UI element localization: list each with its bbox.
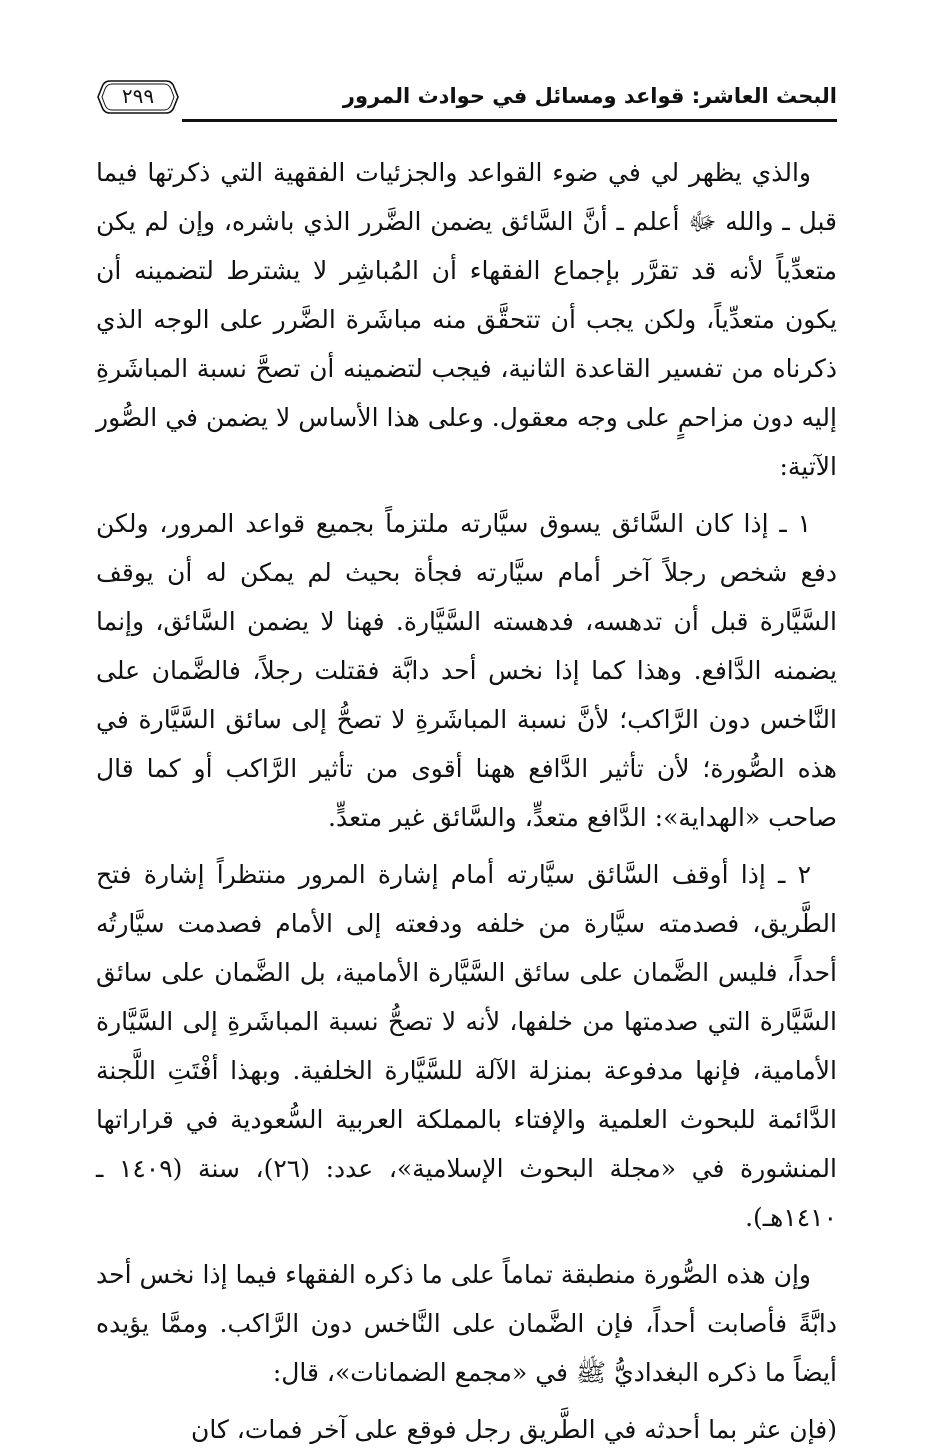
header-rule (182, 119, 837, 122)
paragraph: ٢ ـ إذا أوقف السَّائق سيَّارته أمام إشارة المرور منتظراً إشارة فتح الطَّريق، فصدمته سيَّارة من خلفه ودفعته إلى الأمام فصدمت سيَّارتُه أحداً، فليس الضَّمان على سائق السَّيَّارة الأمامية، بل الضَّمان على سائق السَّيَّارة التي صدمتها من خلفها، لأنه لا تصحُّ نسبة المباشَرةِ إلى السَّيَّارة الأمامية، فإنها مدفوعة بمنزلة الآلة للسَّيَّارة الخلفية. وبهذا أفْتَتِ اللَّجنة الدَّائمة للبحوث العلمية والإفتاء بالمملكة العربية السُّعودية في قراراتها المنشورة في «مجلة البحوث الإسلامية»، عدد: (٢٦)، سنة (١٤٠٩ ـ ١٤١٠هـ). (96, 860, 837, 1232)
paragraph: والذي يظهر لي في ضوء القواعد والجزئيات الفقهية التي ذكرتها فيما قبل ـ والله ﷻ أعلم ـ أنَّ السَّائق يضمن الضَّرر الذي باشره، وإن لم يكن متعدِّياً لأنه قد تقرَّر بإجماع الفقهاء أن المُباشِر لا يشترط لتضمينه أن يكون متعدِّياً، ولكن يجب أن تتحقَّق منه مباشَرة الضَّرر على الوجه الذي ذكرناه من تفسير القاعدة الثانية، فيجب لتضمينه أن تصحَّ نسبة المباشَرةِ إليه دون مزاحمٍ على وجه معقول. وعلى هذا الأساس لا يضمن في الصُّور الآتية: (96, 158, 837, 481)
paragraph: وإن هذه الصُّورة منطبقة تماماً على ما ذكره الفقهاء فيما إذا نخس أحد دابَّةً فأصابت أحداً، فإن الضَّمان على النَّاخس دون الرَّاكب. وممَّا يؤيده أيضاً ما ذكره البغداديُّ ﷺ في «مجمع الضمانات»، قال: (96, 1260, 837, 1387)
page-number-badge (96, 78, 180, 116)
quotation-paragraph: (فإن عثر بما أحدثه في الطَّريق رجل فوقع على آخر فمات، كان (190, 1415, 837, 1444)
paragraph: ١ ـ إذا كان السَّائق يسوق سيَّارته ملتزماً بجميع قواعد المرور، ولكن دفع شخص رجلاً آخر أمام سيَّارته فجأة بحيث لم يمكن له أن يوقف السَّيَّارة قبل أن تدهسه، فدهسته السَّيَّارة. فهنا لا يضمن السَّائق، وإنما يضمنه الدَّافع. وهذا كما إذا نخس أحد دابَّة فقتلت رجلاً، فالضَّمان على النَّاخس دون الرَّاكب؛ لأنَّ نسبة المباشَرةِ لا تصحُّ إلى سائق السَّيَّارة في هذه الصُّورة؛ لأن تأثير الدَّافع ههنا أقوى من تأثير الرَّاكب أو كما قال صاحب «الهداية»: الدَّافع متعدٍّ، والسَّائق غير متعدٍّ. (96, 509, 837, 832)
page-body (96, 148, 837, 1454)
page-number: ٢٩٩ (121, 84, 155, 108)
running-header (96, 72, 837, 128)
chapter-title: البحث العاشر: قواعد ومسائل في حوادث المرور (342, 84, 837, 108)
